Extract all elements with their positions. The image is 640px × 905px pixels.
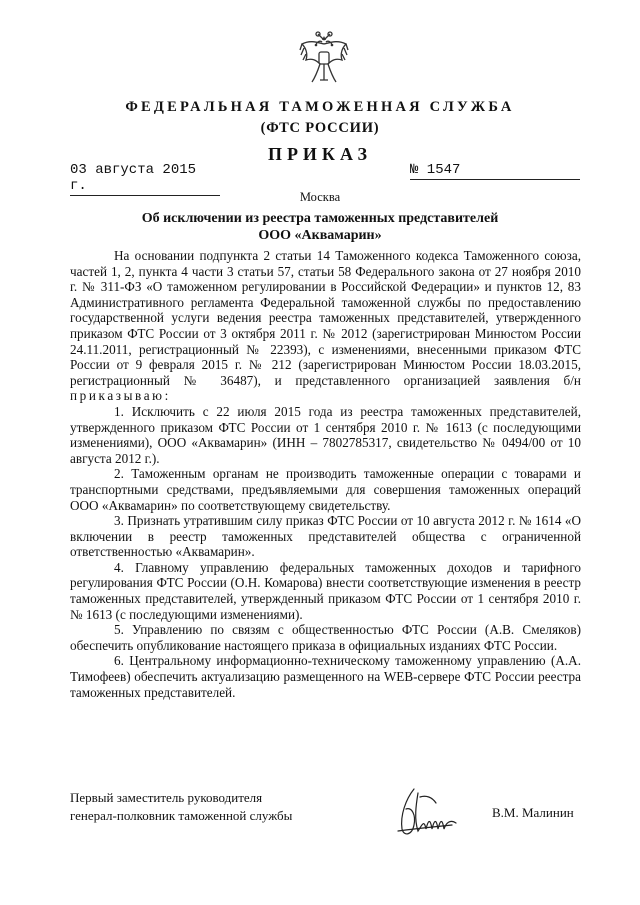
signatory-name: В.М. Малинин	[492, 805, 574, 820]
agency-name: ФЕДЕРАЛЬНАЯ ТАМОЖЕННАЯ СЛУЖБА	[125, 99, 515, 115]
document-type: ПРИКАЗ	[267, 144, 373, 164]
signatory-position-line-2: генерал-полковник таможенной службы	[70, 808, 293, 823]
order-item-1: 1. Исключить с 22 июля 2015 года из реестра таможенных представителей, утвержденного приказом ФТС России от 1 сентября 2010 г. № 1613 (с последующими изменениями), ООО «Аквамарин» (ИНН – 7802785317, свидетельство № 0494/00 от 10 августа 2012 г.).	[70, 403, 581, 466]
order-item-6: 6. Центральному информационно-техническому таможенному управлению (А.А. Тимофеев) обеспечить актуализацию размещенного на WEB-сервере ФТС России реестра таможенных представителей.	[70, 653, 581, 700]
order-item-2: 2. Таможенным органам не производить таможенные операции с товарами и транспортными средствами, предъявляемыми для совершения таможенных операций ООО «Аквамарин» по соответствующему свидетельству.	[70, 466, 581, 513]
preamble-text: На основании подпункта 2 статьи 14 Таможенного кодекса Таможенного союза, частей 1, 2, пункта 4 части 3 статьи 57, статьи 58 Федерального закона от 27 ноября 2010 г. № 311-ФЗ «О таможенном регулировании в Российской Федерации» и пунктов 12, 83 Административного регламента Федеральной таможенной службы по предоставлению государственной услуги ведения реестра таможенных представителей, утвержденного приказом ФТС России от 3 октября 2011 г. № 2012 (зарегистрирован Минюстом России 24.11.2011, регистрационный № 22393), с изменениями, внесенными приказом ФТС России от 9 февраля 2015 г. № 212 (зарегистрирован Минюстом России 18.03.2015, регистрационный № 36487), и представленного организацией заявления б/н	[70, 248, 581, 388]
order-item-5: 5. Управлению по связям с общественностью ФТС России (А.В. Смеляков) обеспечить опубликование настоящего приказа в официальных изданиях ФТС России.	[70, 622, 581, 653]
title-line-1: Об исключении из реестра таможенных представителей	[141, 211, 499, 226]
signatory-position	[70, 789, 292, 825]
title-line-2: ООО «Аквамарин»	[258, 228, 382, 243]
agency-short-name: (ФТС РОССИИ)	[260, 120, 380, 136]
order-item-4: 4. Главному управлению федеральных таможенных доходов и тарифного регулирования ФТС России (О.Н. Комарова) внести соответствующие изменения в реестр таможенных представителей, утвержденный приказом ФТС России от 1 сентября 2010 г. № 1613 (с последующими изменениями).	[70, 559, 581, 622]
order-item-3: 3. Признать утратившим силу приказ ФТС России от 10 августа 2012 г. № 1614 «О включении в реестр таможенных представителей общества с ограниченной ответственностью «Аквамарин».	[70, 513, 581, 560]
document-date: 03 августа 2015 г.	[70, 162, 220, 196]
preamble-paragraph	[70, 248, 581, 404]
signatory-position-line-1: Первый заместитель руководителя	[70, 790, 263, 805]
document-number: № 1547	[410, 162, 580, 180]
document-title	[0, 210, 640, 244]
document-body	[70, 248, 581, 700]
handwritten-signature	[392, 785, 476, 841]
order-word: приказываю:	[70, 388, 171, 404]
double-headed-eagle-emblem-icon	[298, 30, 350, 88]
document-city: Москва	[299, 190, 341, 204]
